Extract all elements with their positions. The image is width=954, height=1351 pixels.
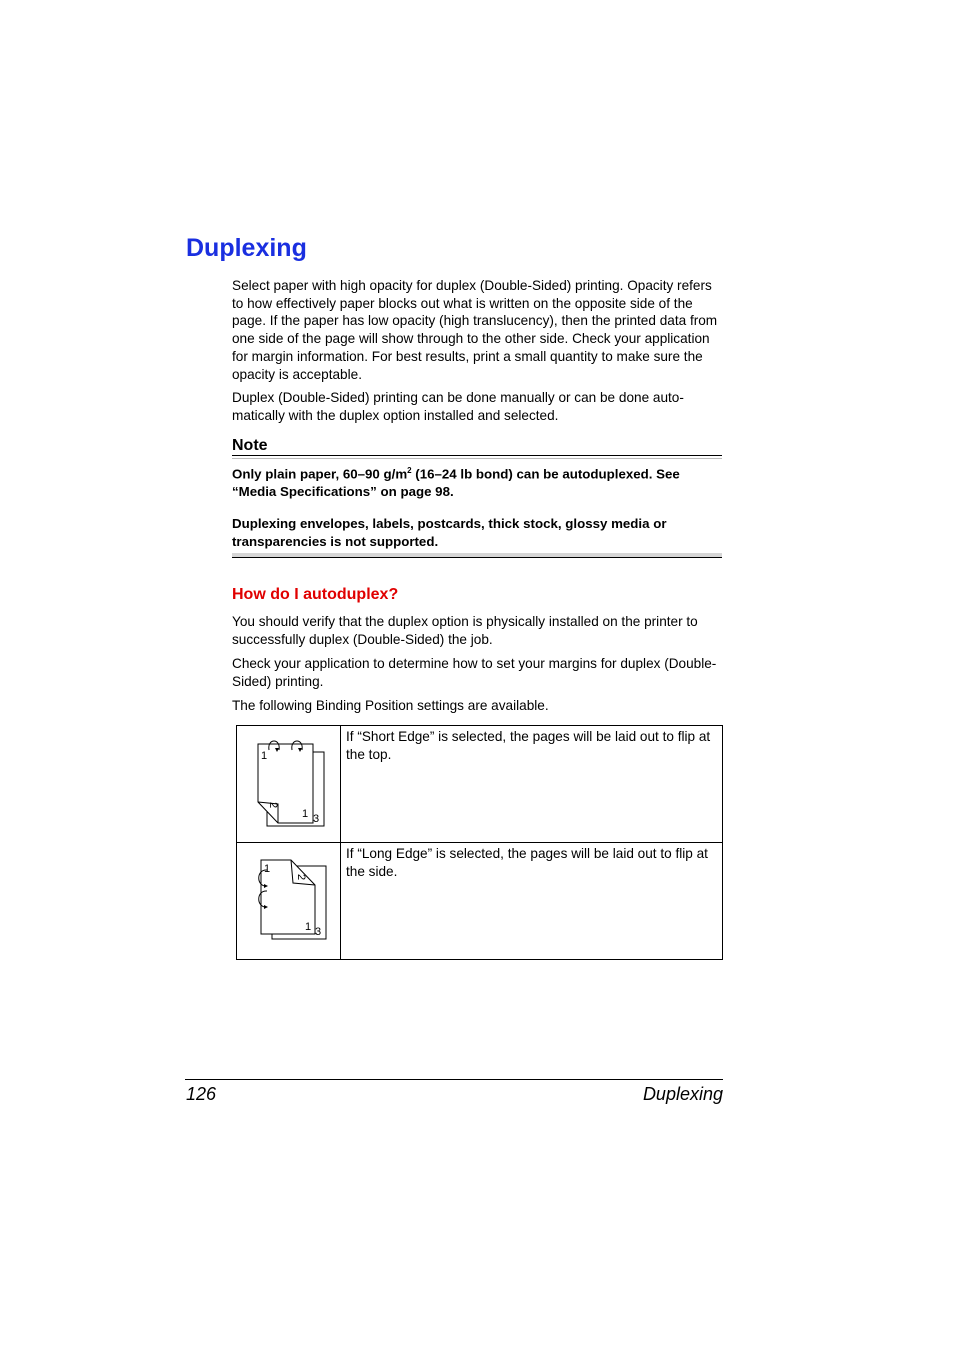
page-label: 2 — [295, 874, 307, 881]
table-row — [237, 726, 723, 843]
note-text-paper — [232, 462, 722, 501]
short-edge-binding-icon — [237, 726, 340, 837]
duplex-paragraph: Duplex (Double-Sided) printing can be done manually or can be done auto-matically with the duplex option installed and selected. — [232, 390, 684, 423]
long-edge-description: If “Long Edge” is selected, the pages will be laid out to flip at the side. — [341, 843, 723, 960]
table-row — [237, 843, 723, 960]
icon-cell — [237, 843, 341, 960]
page-label: 1 — [305, 921, 312, 933]
footer-rule — [185, 1079, 723, 1080]
binding-position-table — [236, 725, 723, 960]
note-text-unsupported: Duplexing envelopes, labels, postcards, thick stock, glossy media or transparencies is not supported. — [232, 516, 667, 549]
note-bottom-rule — [232, 557, 722, 558]
section-heading: How do I autoduplex? — [232, 586, 399, 603]
verify-paragraph: You should verify that the duplex option is physically installed on the printer to successfully duplex (Double-Sided) the job. — [232, 614, 698, 647]
page-number: 126 — [186, 1084, 217, 1104]
note-text-paper-pre: Only plain paper, 60–90 g/m — [232, 466, 408, 482]
page-label: 1 — [264, 863, 271, 875]
page-label: 1 — [261, 750, 268, 762]
intro-paragraph: Select paper with high opacity for duplex (Double-Sided) printing. Opacity refers to how effectively paper blocks out what is written on the opposite side of the page. If the paper has low opacity (high translucency), then the printed data from one side of the page will show through to the other side. Check your application for margin information. For best results, print a small quantity to make sure the opacity is acceptable. — [232, 278, 718, 382]
note-rule-shadow — [232, 458, 722, 459]
binding-paragraph: The following Binding Position settings are available. — [232, 698, 549, 713]
margins-paragraph: Check your application to determine how to set your margins for duplex (Double-Sided) printing. — [232, 656, 717, 689]
page-label: 2 — [267, 802, 279, 809]
page-title: Duplexing — [186, 234, 307, 262]
note-text-paper-post: (16–24 lb bond) can be autoduplexed. See “Media Specifications” on page 98. — [232, 466, 680, 500]
long-edge-binding-icon — [237, 843, 340, 954]
note-rule — [232, 455, 722, 456]
icon-cell — [237, 726, 341, 843]
page-label: 3 — [313, 813, 320, 825]
note-heading: Note — [232, 437, 268, 454]
page-label: 3 — [315, 926, 322, 938]
footer-section-title: Duplexing — [642, 1084, 723, 1104]
short-edge-description: If “Short Edge” is selected, the pages will be laid out to flip at the top. — [341, 726, 723, 843]
note-superscript: 2 — [407, 466, 412, 475]
page-label: 1 — [302, 808, 309, 820]
